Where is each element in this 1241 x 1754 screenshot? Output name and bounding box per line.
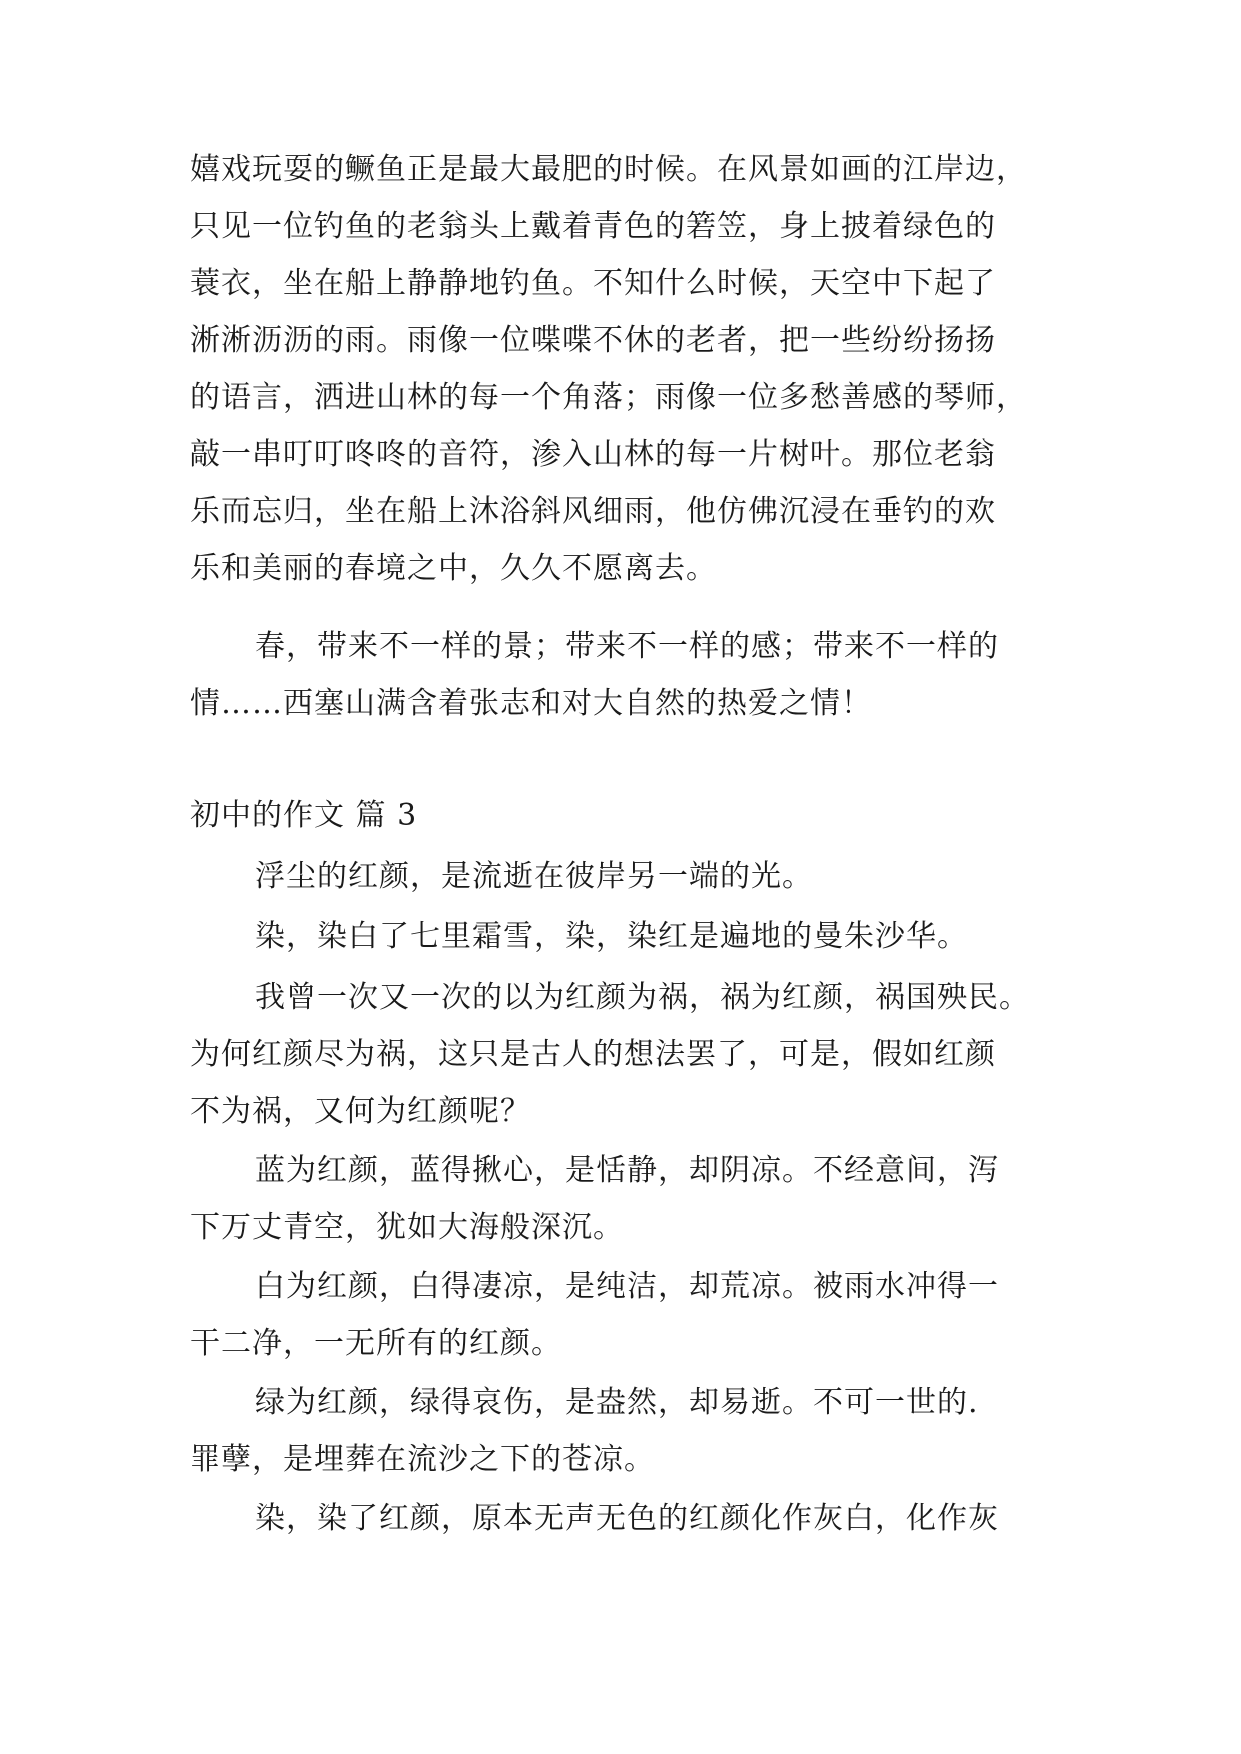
paragraph-line: 白为红颜，白得凄凉，是纯洁，却荒凉。被雨水冲得一: [255, 1269, 999, 1304]
section-heading: 初中的作文 篇 3: [190, 798, 418, 833]
paragraph-line: 的语言，洒进山林的每一个角落；雨像一位多愁善感的琴师，: [190, 380, 1027, 415]
paragraph-line: 染，染了红颜，原本无声无色的红颜化作灰白，化作灰: [255, 1501, 999, 1536]
paragraph-line: 嬉戏玩耍的鳜鱼正是最大最肥的时候。在风景如画的江岸边，: [190, 152, 1027, 187]
paragraph-line: 染，染白了七里霜雪，染，染红是遍地的曼朱沙华。: [255, 919, 968, 954]
paragraph-line: 乐而忘归，坐在船上沐浴斜风细雨，他仿佛沉浸在垂钓的欢: [190, 494, 996, 529]
paragraph-line: 浮尘的红颜，是流逝在彼岸另一端的光。: [255, 859, 813, 894]
paragraph-line: 绿为红颜，绿得哀伤，是盎然，却易逝。不可一世的.: [255, 1385, 979, 1420]
paragraph-line: 敲一串叮叮咚咚的音符，渗入山林的每一片树叶。那位老翁: [190, 437, 996, 472]
paragraph-line: 乐和美丽的春境之中，久久不愿离去。: [190, 551, 717, 586]
paragraph-line: 为何红颜尽为祸，这只是古人的想法罢了，可是，假如红颜: [190, 1037, 996, 1072]
paragraph-line: 春，带来不一样的景；带来不一样的感；带来不一样的: [255, 629, 999, 664]
paragraph-line: 蓑衣，坐在船上静静地钓鱼。不知什么时候，天空中下起了: [190, 266, 996, 301]
paragraph-line: 只见一位钓鱼的老翁头上戴着青色的箬笠，身上披着绿色的: [190, 209, 996, 244]
paragraph-line: 蓝为红颜，蓝得揪心，是恬静，却阴凉。不经意间，泻: [255, 1153, 999, 1188]
paragraph-line: 淅淅沥沥的雨。雨像一位喋喋不休的老者，把一些纷纷扬扬: [190, 323, 996, 358]
paragraph-line: 罪孽，是埋葬在流沙之下的苍凉。: [190, 1442, 655, 1477]
paragraph-line: 情……西塞山满含着张志和对大自然的热爱之情！: [190, 686, 872, 721]
paragraph-line: 下万丈青空，犹如大海般深沉。: [190, 1210, 624, 1245]
paragraph-line: 不为祸，又何为红颜呢？: [190, 1094, 531, 1129]
paragraph-line: 干二净，一无所有的红颜。: [190, 1326, 562, 1361]
paragraph-line: 我曾一次又一次的以为红颜为祸，祸为红颜，祸国殃民。: [255, 980, 1030, 1015]
